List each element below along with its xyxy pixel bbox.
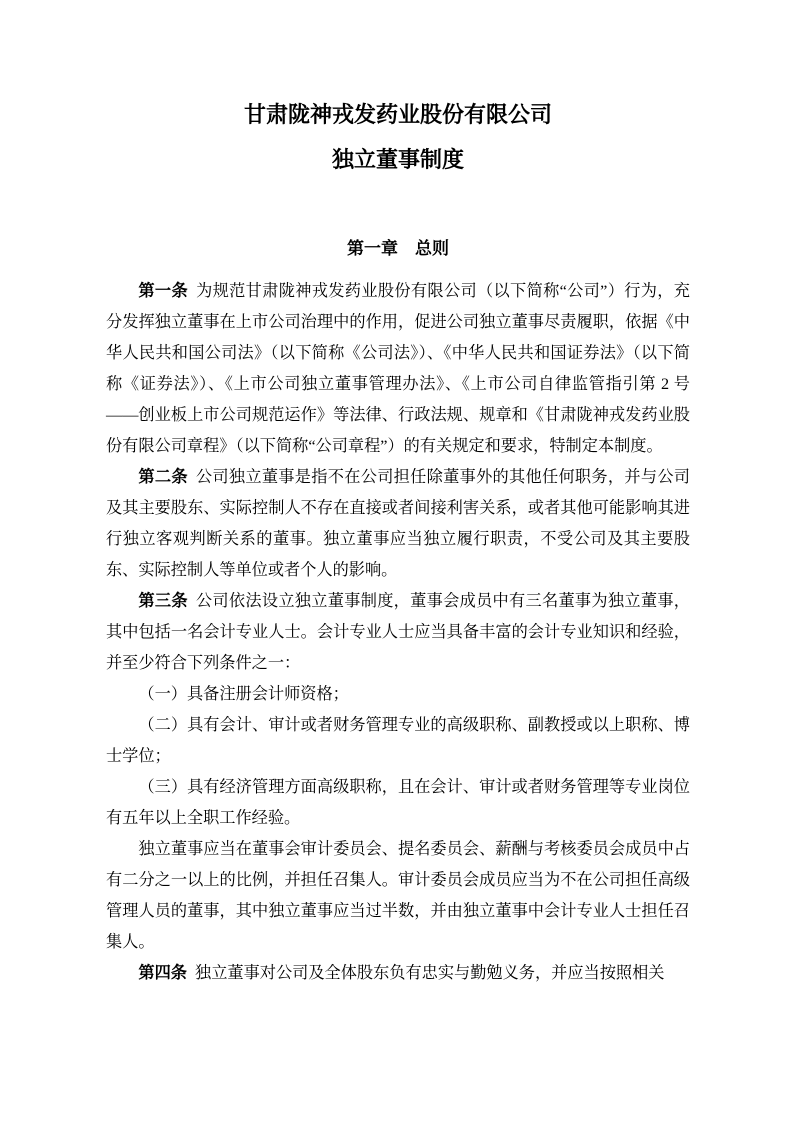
list-item-3 (106, 772, 690, 834)
clause-text: 独立董事应当在董事会审计委员会、提名委员会、薪酬与考核委员会成员中占有二分之一以上的比例，并担任召集人。审计委员会成员应当为不在公司担任高级管理人员的董事，其中独立董事应当过半数，并由独立董事中会计专业人士担任召集人。 (106, 840, 690, 951)
clause-number: 第一条 (138, 282, 188, 300)
clause-text: 公司独立董事是指不在公司担任除董事外的其他任何职务，并与公司及其主要股东、实际控制人不存在直接或者间接利害关系，或者其他可能影响其进行独立客观判断关系的董事。独立董事应当独立履行职责，不受公司及其主要股东、实际控制人等单位或者个人的影响。 (106, 468, 690, 579)
list-item-1 (106, 679, 690, 710)
clause-paragraph-4 (106, 958, 690, 989)
clause-text: （一）具备注册会计师资格； (138, 685, 349, 703)
clause-paragraph-2 (106, 462, 690, 586)
clause-text: 为规范甘肃陇神戎发药业股份有限公司（以下简称“公司”）行为，充分发挥独立董事在上市公司治理中的作用，促进公司独立董事尽责履职，依据《中华人民共和国公司法》（以下简称《公司法》）、《中华人民共和国证券法》（以下简称《证券法》）、《上市公司独立董事管理办法》、《上市公司自律监管指引第 2 号——创业板上市公司规范运作》等法律、行政法规、规章和《甘肃陇神戎发药业股份有限公司章程》（以下简称“公司章程”）的有关规定和要求，特制定本制度。 (106, 282, 690, 455)
clause-text: 独立董事对公司及全体股东负有忠实与勤勉义务，并应当按照相关 (195, 964, 665, 982)
clause-paragraph-1 (106, 276, 690, 462)
clause-number: 第四条 (138, 964, 187, 982)
chapter-heading: 第一章 总则 (347, 239, 449, 258)
clause-paragraph-3-continued (106, 834, 690, 958)
document-body (106, 276, 690, 989)
document-title: 甘肃陇神戎发药业股份有限公司 (243, 102, 552, 127)
clause-paragraph-3 (106, 586, 690, 679)
clause-text: （三）具有经济管理方面高级职称，且在会计、审计或者财务管理等专业岗位有五年以上全职工作经验。 (106, 778, 690, 827)
clause-number: 第二条 (138, 468, 188, 486)
clause-text: 公司依法设立独立董事制度，董事会成员中有三名董事为独立董事，其中包括一名会计专业人士。会计专业人士应当具备丰富的会计专业知识和经验，并至少符合下列条件之一： (106, 592, 690, 672)
list-item-2 (106, 710, 690, 772)
clause-number: 第三条 (138, 592, 188, 610)
clause-text: （二）具有会计、审计或者财务管理专业的高级职称、副教授或以上职称、博士学位； (106, 716, 690, 765)
document-subtitle: 独立董事制度 (331, 147, 464, 172)
